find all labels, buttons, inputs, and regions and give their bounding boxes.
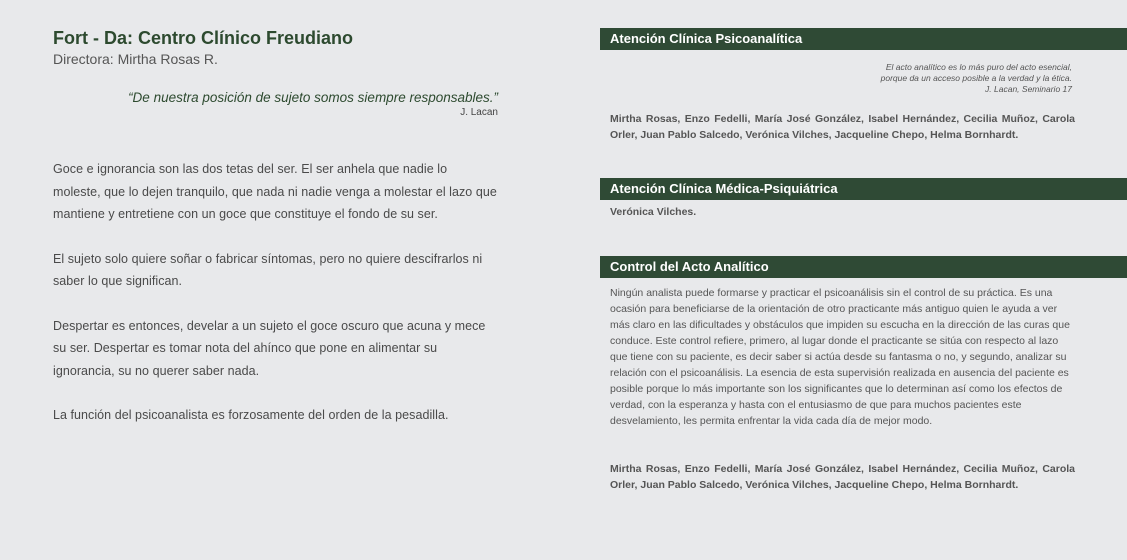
section-heading-psicoanalitica: Atención Clínica Psicoanalítica — [600, 28, 1127, 50]
epigraph-line-2: porque da un acceso posible a la verdad y la ética. — [880, 73, 1072, 83]
control-description: Ningún analista puede formarse y practicar el psicoanálisis sin el control de su práctica. Es una ocasión para beneficiarse de la orientación de otro practicante más antiguo quien le ayuda a ver más claro en las dificultades y obstáculos que impiden su escucha en la dirección de las curas que conduce. Este control refiere, primero, al lugar donde el practicante se sitúa con respecto al lazo que tiene con su paciente, es decir saber si actúa desde su fantasma o no, y segundo, analizar su relación con el psicoanálisis. La esencia de esta supervisión realizada en ausencia del paciente es posible porque lo más importante son los significantes que lo determinan así como los efectos de verdad, con la esperanza y hasta con el entusiasmo de que para muchos pacientes este desvelamiento, les permita enfrentar la vida cada día de mejor modo. — [610, 287, 1070, 427]
paragraph-1: Goce e ignorancia son las dos tetas del ser. El ser anhela que nadie lo moleste, que lo dejen tranquilo, que nada ni nadie venga a molestar el lazo que mantiene y entretiene con un goce que constituye el fondo de su ser. — [53, 162, 497, 221]
director-line: Directora: Mirtha Rosas R. — [53, 51, 218, 67]
paragraph-4: La función del psicoanalista es forzosamente del orden de la pesadilla. — [53, 408, 449, 422]
epigraph-line-1: El acto analítico es lo más puro del acto esencial, — [885, 62, 1072, 72]
paragraph-3: Despertar es entonces, develar a un sujeto el goce oscuro que acuna y mece su ser. Despertar es tomar nota del ahínco que pone en alimentar su ignorancia, su no querer saber nada. — [53, 318, 486, 378]
section-heading-medica: Atención Clínica Médica-Psiquiátrica — [600, 178, 1127, 200]
quote-text: “De nuestra posición de sujeto somos siempre responsables.” — [128, 90, 498, 105]
right-column — [600, 28, 1127, 493]
team-names-medica: Verónica Vilches. — [610, 206, 697, 218]
team-names-control: Mirtha Rosas, Enzo Fedelli, María José González, Isabel Hernández, Cecilia Muñoz, Carola Orler, Juan Pablo Salcedo, Verónica Vilches, Jacqueline Chepo, Helma Bornhardt. — [610, 463, 1075, 491]
team-names-psicoanalitica: Mirtha Rosas, Enzo Fedelli, María José González, Isabel Hernández, Cecilia Muñoz, Carola Orler, Juan Pablo Salcedo, Verónica Vilches, Jacqueline Chepo, Helma Bornhardt. — [610, 113, 1075, 141]
left-column — [53, 26, 498, 427]
page-title: Fort - Da: Centro Clínico Freudiano — [53, 28, 353, 48]
epigraph — [600, 62, 1127, 95]
epigraph-source: J. Lacan, Seminario 17 — [985, 84, 1072, 94]
section-heading-control: Control del Acto Analítico — [600, 256, 1127, 278]
quote-block — [53, 89, 498, 118]
quote-author: J. Lacan — [460, 107, 498, 118]
paragraph-2: El sujeto solo quiere soñar o fabricar síntomas, pero no quiere descifrarlos ni saber lo que significan. — [53, 251, 483, 288]
